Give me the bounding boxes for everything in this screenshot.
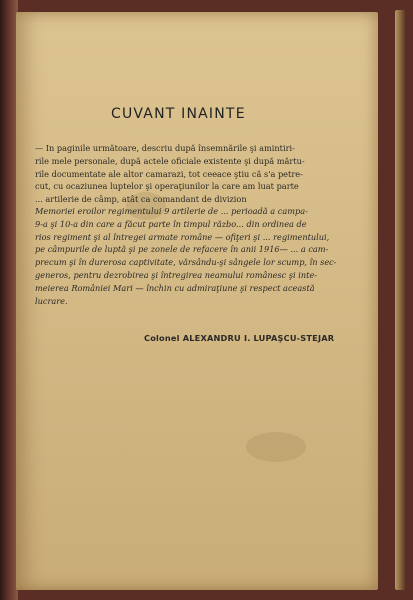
text-line: 9-a şi 10-a din care a făcut parte în timpul războ... din ordinea de	[35, 218, 307, 229]
text-line: rile mele personale, după actele oficiale existente şi după mărtu-	[35, 155, 305, 166]
text-line: rile documentate ale altor camarazi, tot ceeace ştiu că s'a petre-	[35, 168, 303, 179]
text-line: lucrare.	[35, 295, 68, 306]
foreword-paragraph-1	[35, 142, 368, 206]
page-edge	[395, 10, 405, 590]
dedication-paragraph	[35, 205, 368, 307]
text-line: Memoriei eroilor regimentului 9 artilerie de ... perioadă a campa-	[35, 206, 308, 216]
author-signature: Colonel ALEXANDRU I. LUPAŞCU-STEJAR	[144, 333, 335, 343]
text-line: — In paginile următoare, descriu după însemnările şi amintiri-	[35, 143, 295, 153]
text-line: precum şi în durerosa captivitate, vărsându-şi sângele lor scump, în sec-	[35, 257, 337, 268]
text-line: cut, cu ocaziunea luptelor şi operaţiunilor la care am luat parte	[35, 181, 299, 192]
text-line: generos, pentru dezrobirea şi întregirea neamului românesc şi inte-	[35, 269, 318, 280]
text-line: rios regiment şi al întregei armate române — ofiţeri şi ... regimentului,	[35, 231, 330, 242]
page-title: CUVANT INAINTE	[111, 106, 246, 122]
paper-stain	[246, 432, 306, 462]
text-line: meierea României Mari — închin cu admiraţiune şi respect această	[35, 282, 315, 293]
text-line: pe câmpurile de luptă şi pe zonele de refacere în anii 1916— ... a cam-	[35, 244, 329, 255]
book-page	[16, 12, 378, 590]
text-line: ... artilerie de câmp, atât ca comandant de divizion	[35, 194, 247, 205]
